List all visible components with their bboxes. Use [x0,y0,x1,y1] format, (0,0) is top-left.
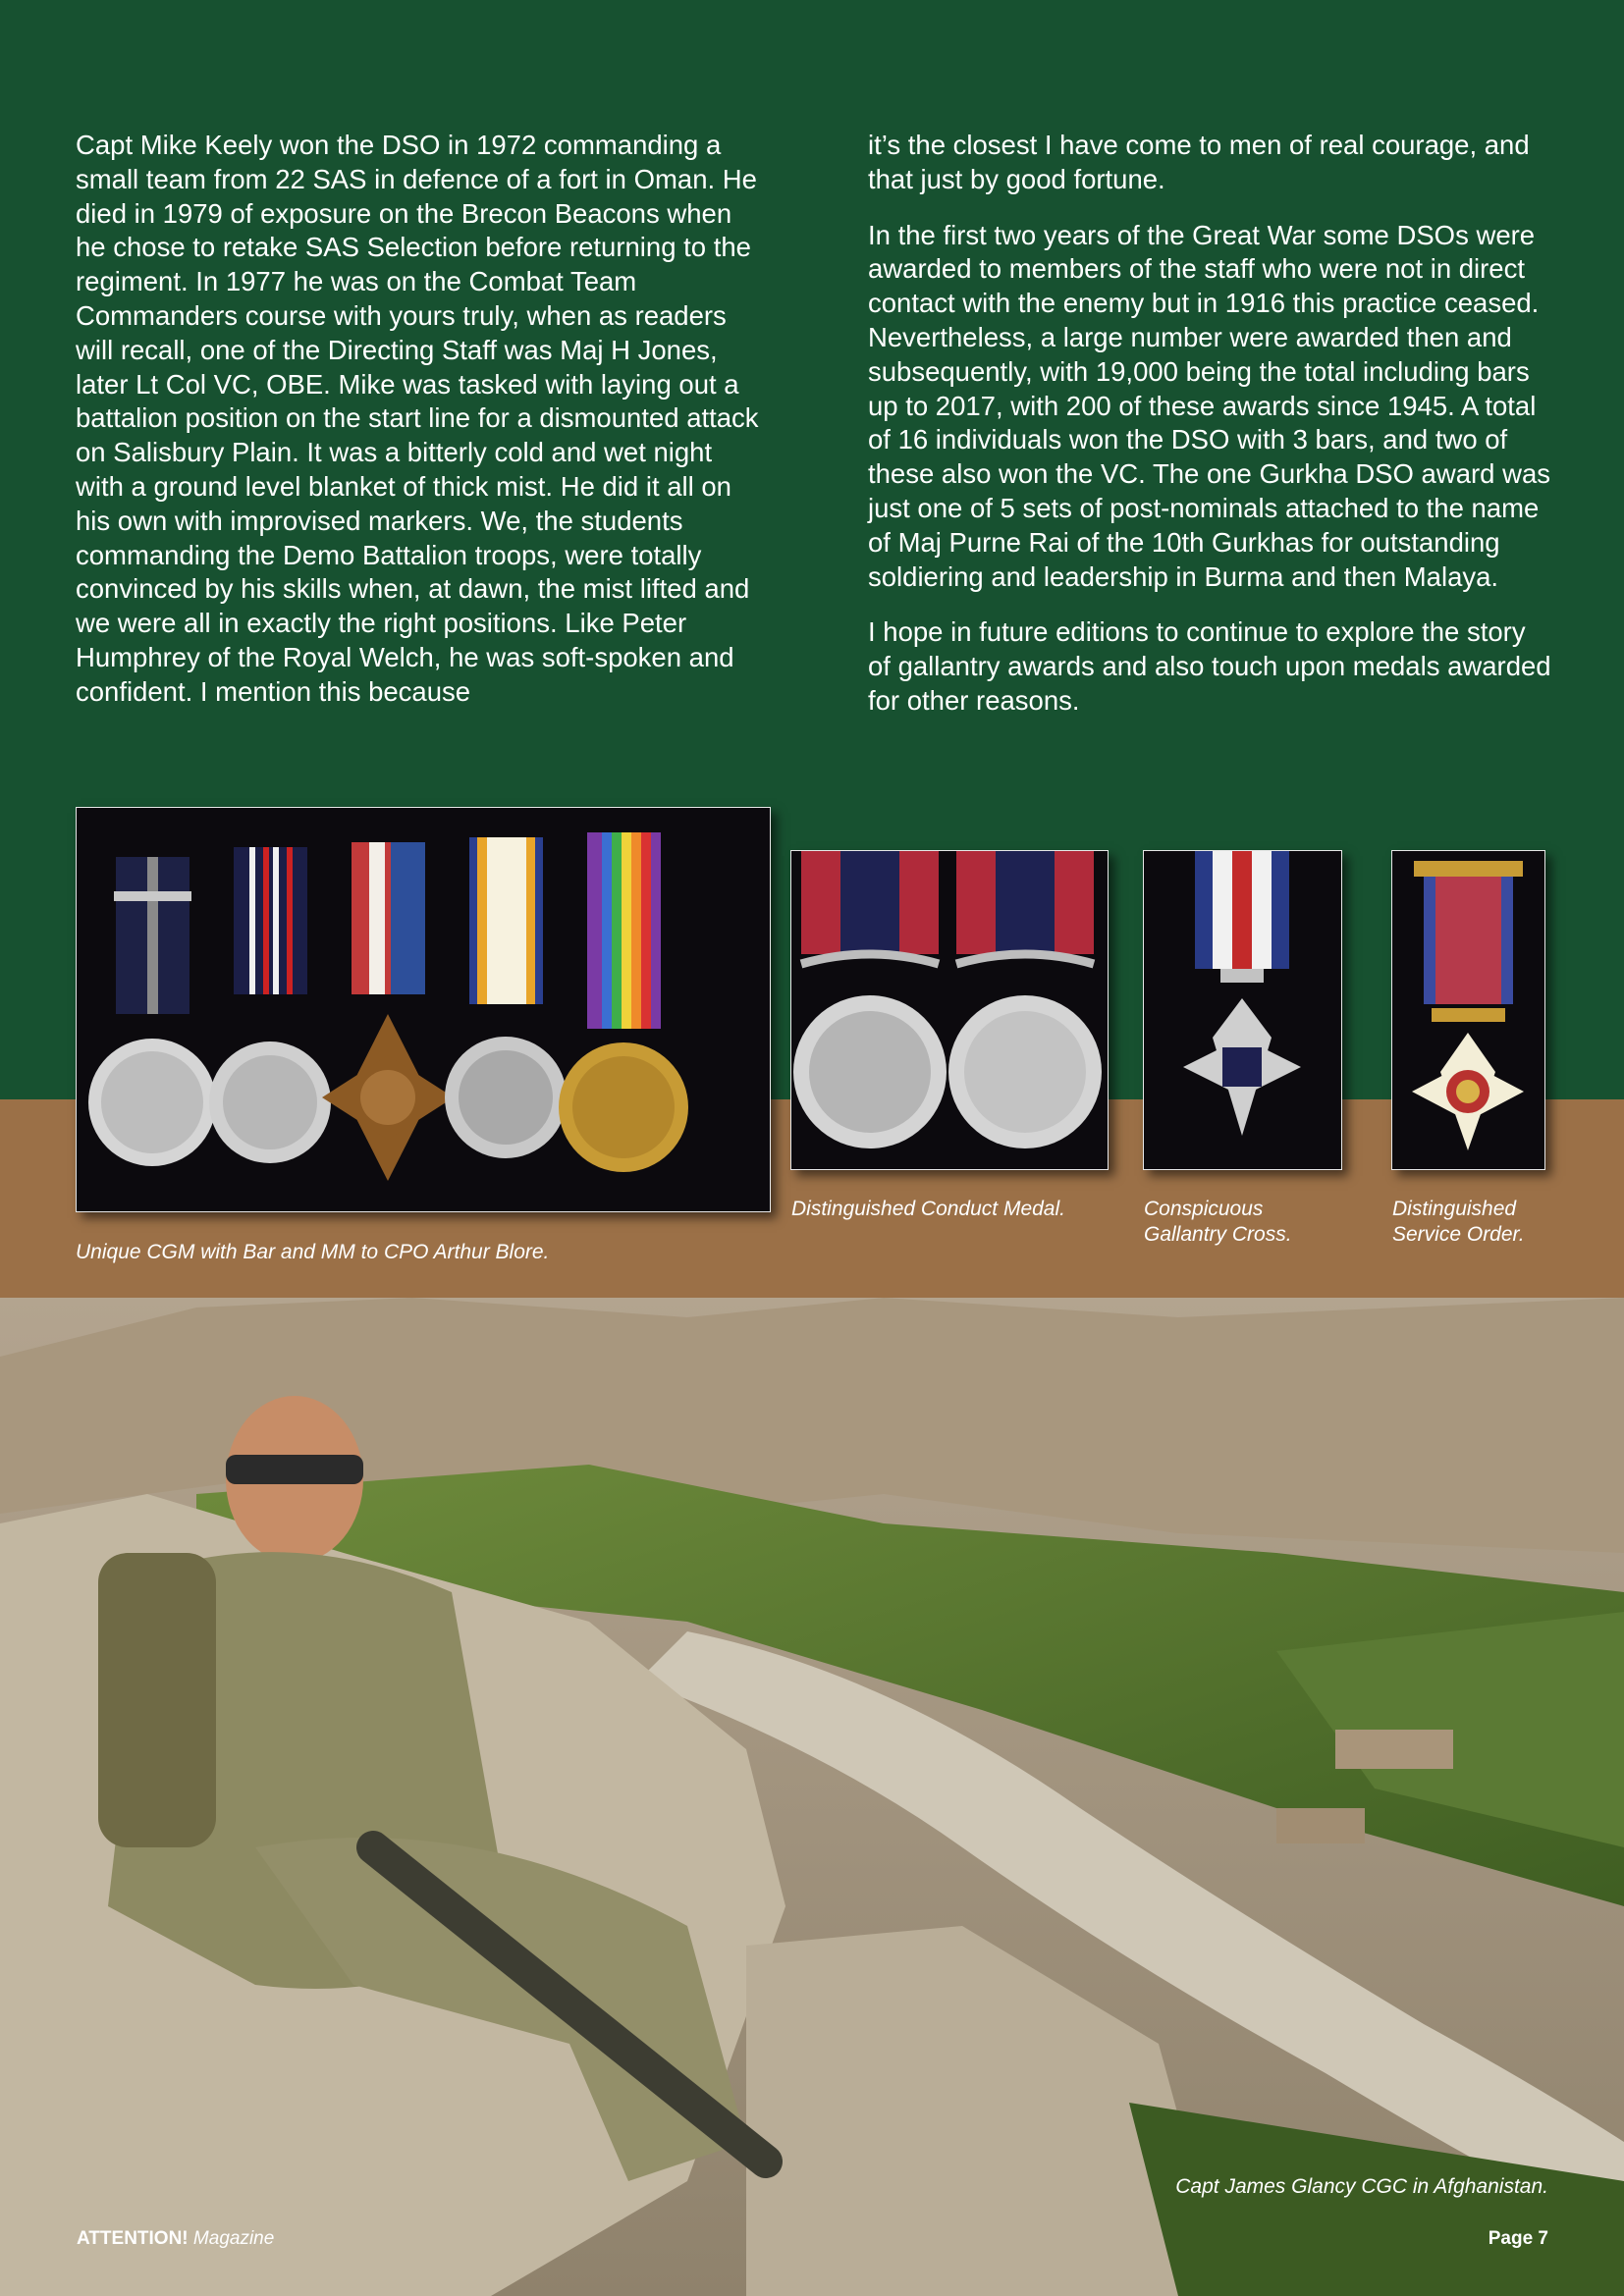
article-paragraph: I hope in future editions to continue to explore the story of gallantry awards and also touch upon medals awarded for other reasons. [868,616,1551,716]
dso-medal-photo [1391,850,1545,1170]
footer-magazine: Magazine [192,2228,275,2249]
afghanistan-photo [0,1298,1624,2296]
dcm-medal-photo [790,850,1109,1170]
medal-group-illustration [77,808,770,1211]
caption-cgc: Conspicuous Gallantry Cross. [1144,1198,1292,1246]
caption-dso: Distinguished Service Order. [1392,1198,1525,1246]
article-right-column [868,129,1555,740]
cgc-illustration [1144,851,1341,1169]
article-paragraph: In the first two years of the Great War some DSOs were awarded to members of the staff who were not in direct contact with the enemy but in 1916 this practice ceased. Nevertheless, a large number were awarded then and subsequently, with 19,000 being the total including bars up to 2017, with 200 of these awards since 1945. A total of 16 individuals won the DSO with 3 bars, and two of these also won the VC. The one Gurkha DSO award was just one of 5 sets of post-nominals attached to the name of Maj Purne Rai of the 10th Gurkhas for outstanding soldiering and leadership in Burma and then Malaya. [868,219,1550,592]
landscape-illustration [0,1298,1624,2296]
footer-brand: ATTENTION! [77,2228,189,2249]
article-paragraph: Capt Mike Keely won the DSO in 1972 commanding a small team from 22 SAS in defence of a fort in Oman. He died in 1979 of exposure on the Brecon Beacons when he chose to retake SAS Selection before returning to the regiment. In 1977 he was on the Combat Team Commanders course with yours truly, when as readers will recall, one of the Directing Staff was Maj H Jones, later Lt Col VC, OBE. Mike was tasked with laying out a battalion position on the start line for a dismounted attack on Salisbury Plain. It was a bitterly cold and wet night with a ground level blanket of thick mist. He did it all on his own with improvised markers. We, the students commanding the Demo Battalion troops, were totally convinced by his skills when, at dawn, the mist lifted and we were all in exactly the right positions. Like Peter Humphrey of the Royal Welch, he was soft-spoken and confident. I mention this because [76,130,759,707]
article-left-column [76,129,763,731]
dso-illustration [1392,851,1544,1169]
footer-page-number: Page 7 [1488,2228,1548,2249]
cgm-medal-group-photo [76,807,771,1212]
cgc-medal-photo [1143,850,1342,1170]
caption-cgm: Unique CGM with Bar and MM to CPO Arthur Blore. [76,1241,550,1263]
caption-main-photo: Capt James Glancy CGC in Afghanistan. [1175,2175,1548,2198]
dcm-illustration [791,851,1108,1169]
footer-magazine-title [77,2228,274,2250]
article-paragraph: it’s the closest I have come to men of real courage, and that just by good fortune. [868,130,1530,194]
caption-dcm: Distinguished Conduct Medal. [791,1198,1065,1220]
